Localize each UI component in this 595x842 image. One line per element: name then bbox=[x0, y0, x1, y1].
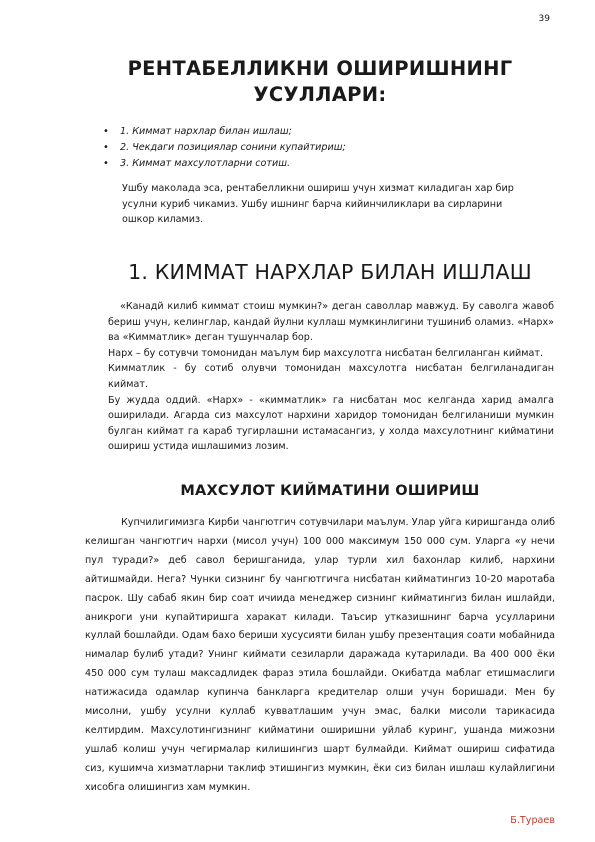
bullet-icon: • bbox=[103, 142, 109, 153]
author-signature: Б.Тураев bbox=[510, 815, 555, 826]
page-number: 39 bbox=[538, 14, 550, 24]
paragraph: Бу жудда оддий. «Нарх» - «кимматлик» га нисбатан мос келганда харид амалга оширилади. Агарда сиз махсулот нархини харидор томонидан белгиланиши мумкин булган киймат га караб тугирлашни истамасангиз, у холда махсулотнинг кийматини ошириш устида ишлашимиз лозим. bbox=[108, 394, 554, 453]
subsection-heading: МАХСУЛОТ КИЙМАТИНИ ОШИРИШ bbox=[180, 483, 480, 499]
paragraph: Кимматлик - бу сотиб олувчи томонидан махсулотга нисбатан белгиланадиган киймат. bbox=[108, 363, 554, 390]
paragraph: Нарх – бу сотувчи томонидан маълум бир махсулотга нисбатан белгиланган киймат. bbox=[108, 347, 544, 359]
page-title: РЕНТАБЕЛЛИКНИ ОШИРИШНИНГ УСУЛЛАРИ: bbox=[127, 57, 513, 106]
toc-item: • 3. Киммат махсулотларни сотиш. bbox=[103, 156, 346, 172]
toc-item: • 1. Киммат нархлар билан ишлаш; bbox=[103, 124, 346, 140]
section-body bbox=[108, 299, 554, 455]
subsection-body: Купчилигимизга Кирби чангютгич сотувчилари маълум. Улар уйга киришганда олиб келишган чангютгич нархи (мисол учун) 100 000 максимум 150 000 сум. Уларга «у нечи пул туради?» деб савол беришганида, улар турли хил бахонлар килиб, нархини айтишмайди. Нега? Чунки сизнинг бу чангютгичга нисбатан кийматингиз 10-20 маротаба пасрок. Шу сабаб якин бир соат ичиида менеджер сизнинг кийматингиз билан ишлайди, аникроги уни купайтиришга харакат килади. Таъсир утказишнинг барча усулларини куллай бошлайди. Одам бахо бериши хусусияти билан ушбу презентация соати мобайнида нималар булиб утади? Унинг киймати сезиларли даражада кутарилади. Ва 400 000 ёки 450 000 сум тулаш максадлидек фараз этила бошлайди. Окибатда маблаг етишмаслиги натижасида одамлар купинча банкларга кредителар олши учун боришади. Мен бу мисолни, ушбу усулни куллаб кувватлашим учун эмас, балки мисоли тарикасида келтирдим. Махсулотингизнинг кийматини оширишни уйлаб куринг, ушанда мижозни ушлаб колиш учун чегирмалар килишингиз шарт булмайди. Киймат ошириш сифатида сиз, кушимча хизматларни таклиф этишингиз мумкин, ёки сиз билан ишлаш кулайлигини хисобга олишингиз хам мумкин. bbox=[85, 517, 555, 793]
bullet-icon: • bbox=[103, 158, 109, 169]
section-heading: 1. КИММАТ НАРХЛАР БИЛАН ИШЛАШ bbox=[128, 260, 532, 284]
bullet-icon: • bbox=[103, 126, 109, 137]
toc-item: • 2. Чекдаги позициялар сонини купайтириш; bbox=[103, 140, 346, 156]
table-of-contents bbox=[103, 124, 346, 172]
intro-paragraph: Ушбу маколада эса, рентабелликни ошириш учун хизмат киладиган хар бир усулни куриб чикамиз. Ушбу ишнинг барча кийинчиликлари ва сирларини ошкор киламиз. bbox=[122, 183, 514, 225]
paragraph: «Канадй килиб киммат стоиш мумкин?» деган саволлар мавжуд. Бу саволга жавоб бериш учун, келинглар, кандай йулни куллаш мумкинлигини тушиниб оламиз. «Нарх» ва «Кимматлик» деган тушунчалар бор. bbox=[108, 301, 554, 344]
